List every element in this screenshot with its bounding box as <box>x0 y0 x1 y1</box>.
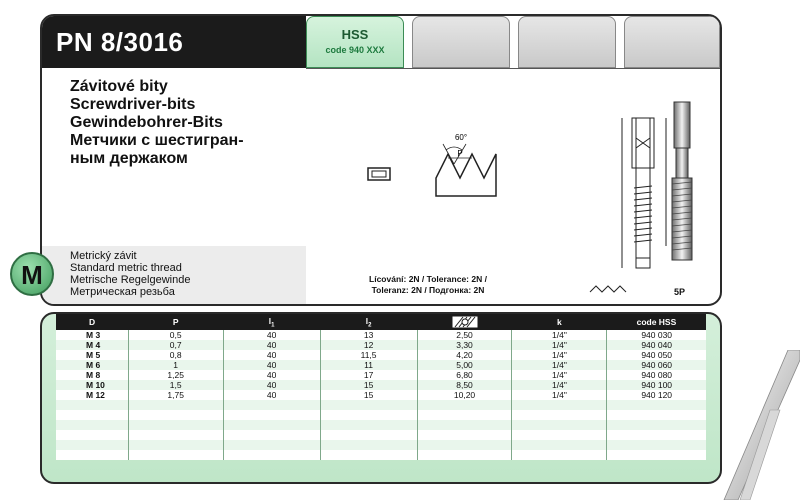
table-cell: 0,7 <box>128 340 223 350</box>
table-cell: 40 <box>223 350 320 360</box>
material-tabs <box>306 16 720 69</box>
table-cell: M 4 <box>56 340 128 350</box>
table-row-empty <box>56 420 706 430</box>
table-cell: 11,5 <box>320 350 417 360</box>
table-cell: M 10 <box>56 380 128 390</box>
table-cell: M 3 <box>56 330 128 340</box>
table-cell-empty <box>607 450 706 460</box>
product-title: PN 8/3016 <box>56 27 184 57</box>
pitch-label: P <box>457 149 463 158</box>
drill-diameter-icon <box>452 316 478 328</box>
table-cell: 2,50 <box>417 330 512 340</box>
table-cell-empty <box>128 400 223 410</box>
table-cell: 1/4" <box>512 380 607 390</box>
table-cell: 1/4" <box>512 390 607 400</box>
table-cell-empty <box>607 410 706 420</box>
table-cell-empty <box>128 430 223 440</box>
table-row-empty <box>56 450 706 460</box>
table-cell: 1,25 <box>128 370 223 380</box>
table-cell: M 6 <box>56 360 128 370</box>
table-cell: M 12 <box>56 390 128 400</box>
table-cell: 11 <box>320 360 417 370</box>
col-d: D <box>56 314 128 330</box>
table-cell: 0,5 <box>128 330 223 340</box>
table-cell: 1/4" <box>512 370 607 380</box>
table-cell: 13 <box>320 330 417 340</box>
table-body <box>56 330 706 460</box>
table-cell: 6,80 <box>417 370 512 380</box>
table-cell-empty <box>223 410 320 420</box>
table-cell: 940 080 <box>607 370 706 380</box>
table-cell: 17 <box>320 370 417 380</box>
table-cell-empty <box>512 400 607 410</box>
table-cell-empty <box>417 450 512 460</box>
table-cell-empty <box>223 430 320 440</box>
desc-line-cs: Závitové bity <box>70 78 168 95</box>
table-cell: 15 <box>320 390 417 400</box>
table-cell: 3,30 <box>417 340 512 350</box>
table-cell-empty <box>128 450 223 460</box>
table-cell-empty <box>128 410 223 420</box>
table-row <box>56 360 706 370</box>
hex-socket-icon <box>368 168 390 180</box>
table-cell-empty <box>320 400 417 410</box>
table-cell-empty <box>417 440 512 450</box>
tab-empty-2[interactable] <box>518 16 616 68</box>
tap-shaded-icon <box>662 100 702 270</box>
table-cell-empty <box>607 430 706 440</box>
tolerance-line-1: Lícování: 2N / Tolerance: 2N / <box>369 274 487 284</box>
table-cell-empty <box>512 410 607 420</box>
table-cell-empty <box>128 420 223 430</box>
table-cell: 940 100 <box>607 380 706 390</box>
tab-hss-code: code 940 XXX <box>325 45 385 55</box>
table-cell: 40 <box>223 340 320 350</box>
desc-line-en: Screwdriver-bits <box>70 96 196 113</box>
table-cell: 10,20 <box>417 390 512 400</box>
thread-line-de: Metrische Regelgewinde <box>70 274 191 286</box>
tap-threads <box>634 186 652 242</box>
table-cell: 1/4" <box>512 350 607 360</box>
table-row <box>56 380 706 390</box>
table-row-empty <box>56 430 706 440</box>
table-cell: 40 <box>223 390 320 400</box>
table-cell: 940 120 <box>607 390 706 400</box>
spec-table-card <box>40 312 722 484</box>
tab-hss-label: HSS <box>341 27 369 42</box>
product-description <box>70 78 244 168</box>
table-cell: 1,5 <box>128 380 223 390</box>
table-cell: 4,20 <box>417 350 512 360</box>
metric-badge <box>10 252 54 296</box>
table-cell-empty <box>417 430 512 440</box>
table-cell: 940 040 <box>607 340 706 350</box>
table-cell-empty <box>320 430 417 440</box>
tab-empty-3[interactable] <box>624 16 720 68</box>
table-row <box>56 330 706 340</box>
table-cell: 8,50 <box>417 380 512 390</box>
table-row <box>56 390 706 400</box>
desc-line-ru-1: Метчики с шестигран- <box>70 132 244 149</box>
spec-table <box>56 314 706 460</box>
table-row <box>56 350 706 360</box>
table-cell: 40 <box>223 360 320 370</box>
table-cell: 40 <box>223 330 320 340</box>
angle-label: 60° <box>454 133 468 142</box>
table-row-empty <box>56 440 706 450</box>
table-cell-empty <box>320 410 417 420</box>
table-cell-empty <box>56 420 128 430</box>
table-cell-empty <box>56 400 128 410</box>
table-cell-empty <box>128 440 223 450</box>
table-cell: 12 <box>320 340 417 350</box>
table-header-row <box>56 314 706 330</box>
col-code: code HSS <box>607 314 706 330</box>
col-k: k <box>512 314 607 330</box>
thread-form-icon <box>588 282 628 296</box>
thread-line-cs: Metrický závit <box>70 250 137 262</box>
table-cell: 1/4" <box>512 360 607 370</box>
table-cell: 940 060 <box>607 360 706 370</box>
thread-profile-icon <box>436 133 496 196</box>
table-cell-empty <box>607 400 706 410</box>
tolerance-line-2: Toleranz: 2N / Подгонка: 2N <box>371 285 485 295</box>
table-cell-empty <box>607 440 706 450</box>
table-cell: 940 030 <box>607 330 706 340</box>
col-p: P <box>128 314 223 330</box>
table-cell-empty <box>223 400 320 410</box>
table-cell: M 8 <box>56 370 128 380</box>
table-cell-empty <box>320 420 417 430</box>
col-l1: $l_1$ <box>223 314 320 330</box>
table-cell-empty <box>512 450 607 460</box>
table-cell-empty <box>320 440 417 450</box>
table-cell-empty <box>417 400 512 410</box>
table-cell: 40 <box>223 380 320 390</box>
table-cell-empty <box>223 420 320 430</box>
thread-type <box>70 250 190 298</box>
table-cell: 15 <box>320 380 417 390</box>
table-cell-empty <box>607 420 706 430</box>
table-cell: 1 <box>128 360 223 370</box>
table-cell: 940 050 <box>607 350 706 360</box>
title-tab <box>42 16 306 68</box>
thread-line-ru: Метрическая резьба <box>70 286 175 298</box>
thread-form-label: 5P <box>674 287 686 297</box>
table-row <box>56 370 706 380</box>
table-cell: 5,00 <box>417 360 512 370</box>
product-card <box>40 14 722 306</box>
table-cell-empty <box>56 410 128 420</box>
col-drill <box>417 314 512 330</box>
tab-hss[interactable] <box>306 16 404 68</box>
metric-badge-letter: M <box>21 260 43 290</box>
tap-outline-icon <box>622 118 666 268</box>
table-cell-empty <box>223 450 320 460</box>
table-row <box>56 340 706 350</box>
table-cell-empty <box>56 450 128 460</box>
table-cell-empty <box>320 450 417 460</box>
table-cell: 1/4" <box>512 330 607 340</box>
tap-drawing <box>306 68 720 304</box>
table-cell-empty <box>417 410 512 420</box>
table-row-empty <box>56 410 706 420</box>
table-cell-empty <box>417 420 512 430</box>
table-cell-empty <box>56 430 128 440</box>
desc-line-de: Gewindebohrer-Bits <box>70 114 223 131</box>
table-cell: 1/4" <box>512 340 607 350</box>
table-cell-empty <box>223 440 320 450</box>
desc-line-ru-2: ным держаком <box>70 150 188 167</box>
table-cell-empty <box>512 440 607 450</box>
table-row-empty <box>56 400 706 410</box>
thread-line-en: Standard metric thread <box>70 262 182 274</box>
table-cell: 0,8 <box>128 350 223 360</box>
table-cell: 40 <box>223 370 320 380</box>
tolerance-note <box>358 274 498 296</box>
table-cell-empty <box>512 430 607 440</box>
corner-decoration-icon <box>710 350 800 500</box>
table-cell-empty <box>512 420 607 430</box>
col-l2: $l_2$ <box>320 314 417 330</box>
table-cell-empty <box>56 440 128 450</box>
table-cell: 1,75 <box>128 390 223 400</box>
tab-empty-1[interactable] <box>412 16 510 68</box>
table-cell: M 5 <box>56 350 128 360</box>
